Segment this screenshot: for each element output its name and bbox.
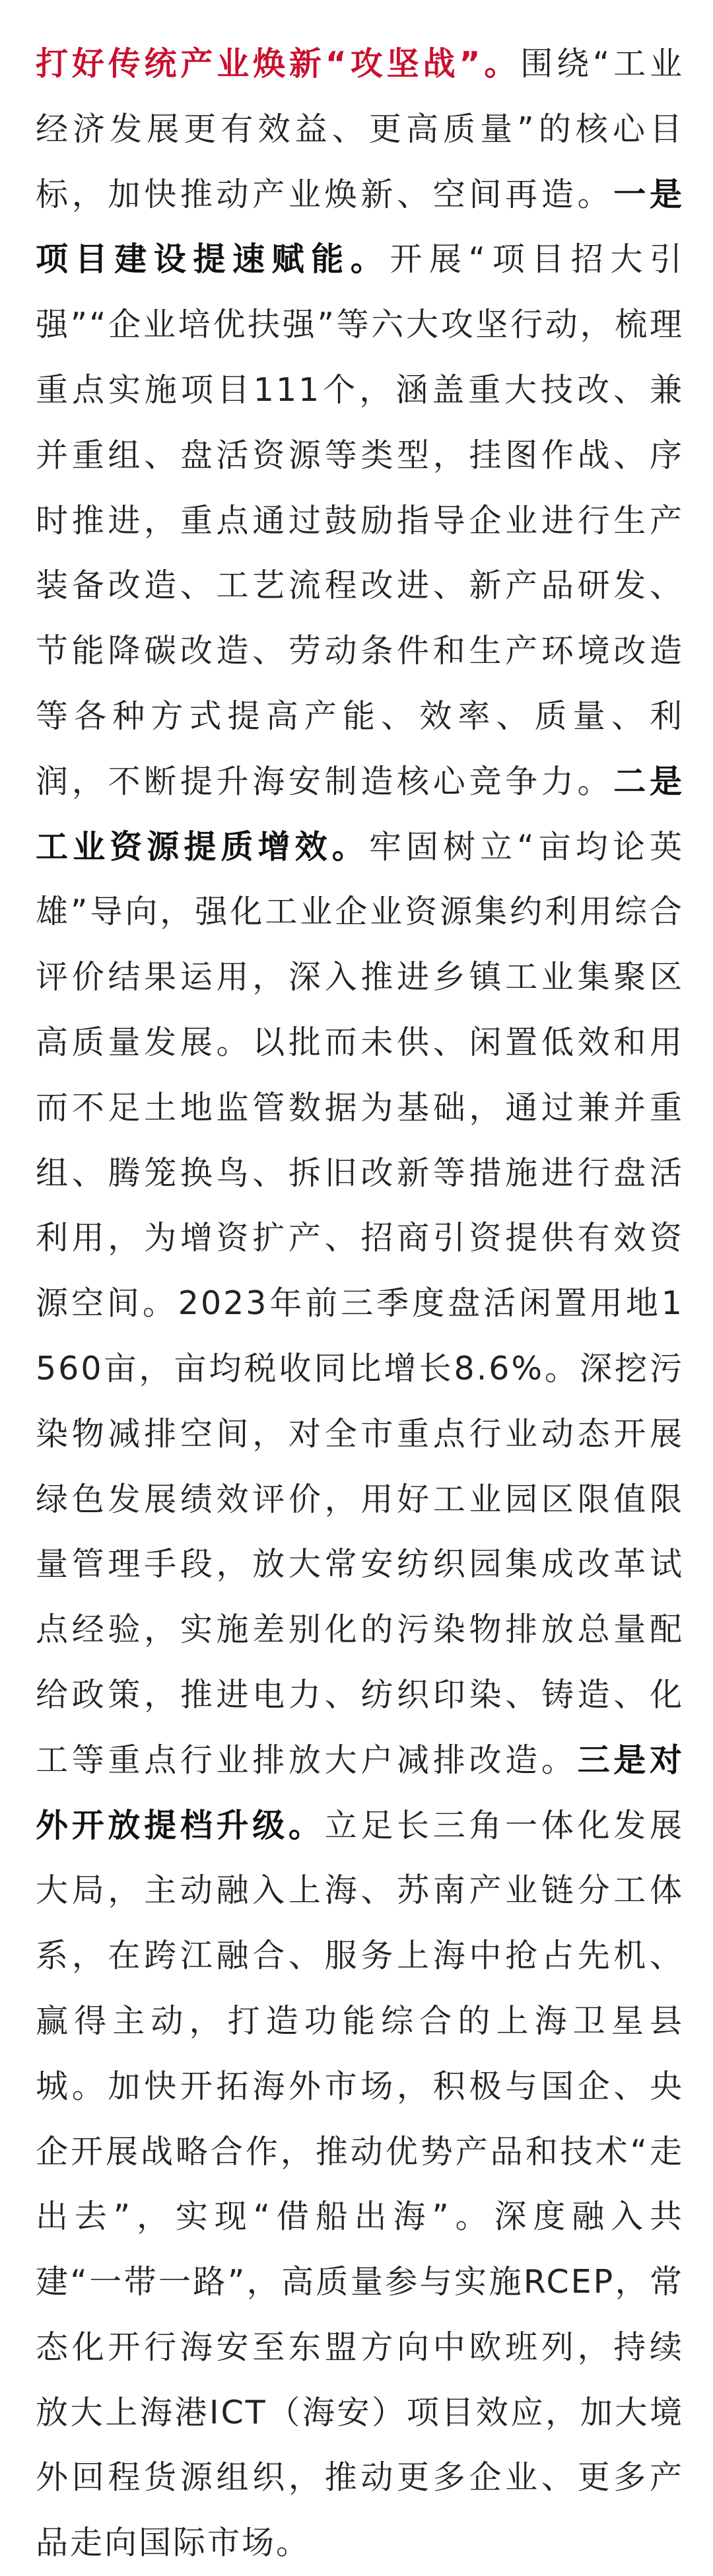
section-title: 打好传统产业焕新“攻坚战”。 — [36, 45, 521, 83]
point-one-body: 开展“项目招大引强”“企业培优扶强”等六大攻坚行动，梳理重点实施项目111个，涵盖重大技改、兼并重组、盘活资源等类型，挂图作战、序时推进，重点通过鼓励指导企业进行生产装备改造、工艺流程改进、新产品研发、节能降碳改造、劳动条件和生产环境改造等各种方式提高产能、效率、质量、利润，不断提升海安制造核心竞争力。 — [36, 240, 684, 800]
point-two-title: 二是工业资源提质增效。 — [36, 762, 684, 866]
point-two-body: 牢固树立“亩均论英雄”导向，强化工业企业资源集约利用综合评价结果运用，深入推进乡镇工业集聚区高质量发展。以批而未供、闲置低效和用而不足土地监管数据为基础，通过兼并重组、腾笼换鸟、拆旧改新等措施进行盘活利用，为增资扩产、招商引资提供有效资源空间。2023年前三季度盘活闲置用地1560亩，亩均税收同比增长8.6%。深挖污染物减排空间，对全市重点行业动态开展绿色发展绩效评价，用好工业园区限值限量管理手段，放大常安纺织园集成改革试点经验，实施差别化的污染物排放总量配给政策，推进电力、纺织印染、铸造、化工等重点行业排放大户减排改造。 — [36, 827, 684, 1779]
article-paragraph — [36, 32, 684, 2576]
point-three-title: 三是对外开放提档升级。 — [36, 1741, 684, 1844]
point-one-title: 一是项目建设提速赋能。 — [36, 175, 684, 279]
intro-text: 围绕“工业经济发展更有效益、更高质量”的核心目标，加快推动产业焕新、空间再造。 — [36, 45, 684, 213]
point-three-body: 立足长三角一体化发展大局，主动融入上海、苏南产业链分工体系，在跨江融合、服务上海中抢占先机、赢得主动，打造功能综合的上海卫星县城。加快开拓海外市场，积极与国企、央企开展战略合作，推动优势产品和技术“走出去”，实现“借船出海”。深度融入共建“一带一路”，高质量参与实施RCEP，常态化开行海安至东盟方向中欧班列，持续放大上海港ICT（海安）项目效应，加大境外回程货源组织，推动更多企业、更多产品走向国际市场。 — [36, 1806, 684, 2562]
